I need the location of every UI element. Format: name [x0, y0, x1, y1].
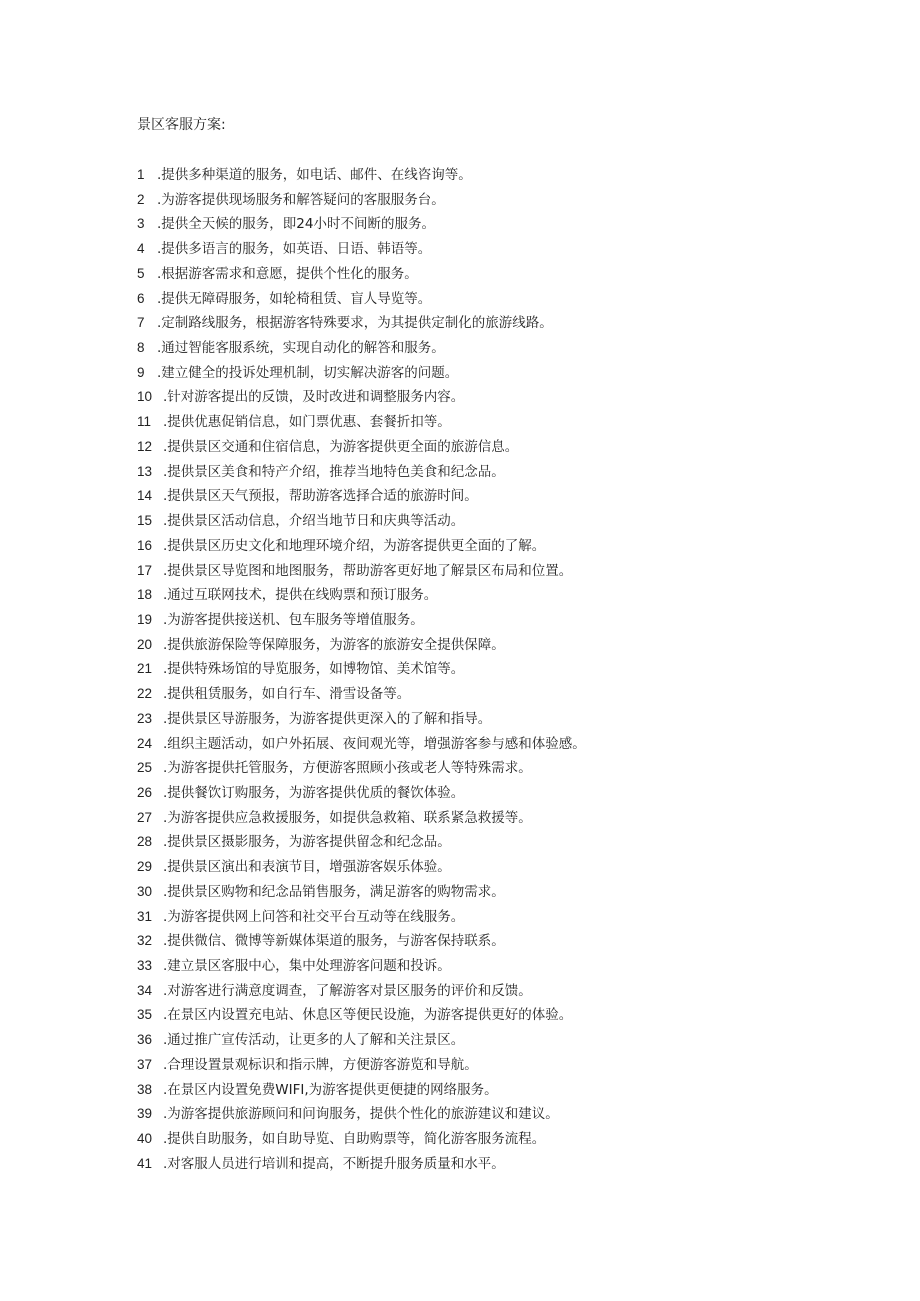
item-number: 41 [137, 1155, 153, 1171]
item-number: 23 [137, 710, 153, 726]
item-number: 34 [137, 982, 153, 998]
item-number: 16 [137, 537, 153, 553]
item-text: .对游客进行满意度调查，了解游客对景区服务的评价和反馈。 [163, 982, 532, 999]
item-text: .建立健全的投诉处理机制，切实解决游客的问题。 [157, 364, 459, 381]
item-number: 35 [137, 1007, 153, 1023]
item-number: 29 [137, 859, 153, 875]
item-text: .提供优惠促销信息，如门票优惠、套餐折扣等。 [163, 414, 451, 431]
item-text: .提供景区交通和住宿信息，为游客提供更全面的旅游信息。 [163, 438, 519, 455]
item-number: 20 [137, 636, 153, 652]
item-number: 33 [137, 958, 153, 973]
item-text: .提供自助服务，如自助导览、自助购票等，简化游客服务流程。 [163, 1131, 546, 1148]
item-text: .对客服人员进行培训和提高，不断提升服务质量和水平。 [163, 1155, 505, 1172]
item-text: .提供景区摄影服务，为游客提供留念和纪念品。 [163, 834, 451, 851]
item-number: 28 [137, 834, 153, 850]
item-text: .为游客提供旅游顾问和问询服务，提供个性化的旅游建议和建议。 [163, 1106, 559, 1123]
item-text: .提供景区购物和纪念品销售服务，满足游客的购物需求。 [163, 883, 505, 900]
item-number: 6 [137, 290, 145, 306]
item-text: .提供特殊场馆的导览服务，如博物馆、美术馆等。 [163, 661, 465, 678]
item-number: 26 [137, 784, 153, 800]
item-number: 24 [137, 735, 153, 751]
item-text: .根据游客需求和意愿，提供个性化的服务。 [157, 265, 418, 282]
item-number: 3 [137, 216, 145, 232]
item-number: 39 [137, 1106, 153, 1122]
item-number: 40 [137, 1131, 153, 1147]
item-text: .提供景区导游服务，为游客提供更深入的了解和指导。 [163, 710, 492, 727]
item-number: 31 [137, 908, 153, 924]
item-number: 5 [137, 265, 145, 281]
item-number: 2 [137, 191, 145, 207]
item-number: 22 [137, 686, 153, 702]
item-number: 36 [137, 1032, 153, 1048]
item-text: .提供景区美食和特产介绍，推荐当地特色美食和纪念品。 [163, 463, 505, 480]
item-text: .提供景区历史文化和地理环境介绍，为游客提供更全面的了解。 [163, 537, 546, 554]
item-text: .为游客提供网上问答和社交平台互动等在线服务。 [163, 908, 465, 925]
item-number: 17 [137, 562, 153, 578]
item-text: .定制路线服务，根据游客特殊要求，为其提供定制化的旅游线路。 [157, 315, 553, 332]
item-text: .为游客提供应急救援服务，如提供急救箱、联系紧急救援等。 [163, 809, 532, 826]
item-number: 9 [137, 364, 145, 380]
item-number: 10 [137, 389, 153, 405]
item-number: 11 [137, 414, 152, 430]
item-text: .提供多种渠道的服务，如电话、邮件、在线咨询等。 [157, 167, 472, 183]
item-text: .提供租赁服务，如自行车、滑雪设备等。 [163, 686, 411, 703]
item-text: .在景区内设置充电站、休息区等便民设施，为游客提供更好的体验。 [163, 1007, 573, 1024]
item-text: .提供景区演出和表演节目，增强游客娱乐体验。 [163, 859, 451, 876]
item-text: .合理设置景观标识和指示牌，方便游客游览和导航。 [163, 1056, 478, 1073]
item-number: 30 [137, 883, 153, 899]
item-text: .为游客提供现场服务和解答疑问的客服服务台。 [157, 191, 445, 208]
item-text: .为游客提供托管服务，方便游客照顾小孩或老人等特殊需求。 [163, 760, 532, 777]
item-text: .针对游客提出的反馈，及时改进和调整服务内容。 [163, 389, 465, 406]
item-number: 1 [137, 167, 145, 182]
item-number: 4 [137, 241, 145, 257]
item-text: .提供景区导览图和地图服务，帮助游客更好地了解景区布局和位置。 [163, 562, 573, 579]
item-number: 19 [137, 611, 153, 627]
item-number: 32 [137, 933, 153, 949]
item-text: .在景区内设置免费WIFI,为游客提供更便捷的网络服务。 [163, 1081, 498, 1098]
item-text: .通过智能客服系统，实现自动化的解答和服务。 [157, 340, 445, 357]
item-text: .组织主题活动，如户外拓展、夜间观光等，增强游客参与感和体验感。 [163, 735, 586, 752]
item-text: .提供微信、微博等新媒体渠道的服务，与游客保持联系。 [163, 933, 505, 950]
item-number: 14 [137, 488, 153, 504]
document-title: 景区客服方案: [137, 117, 226, 133]
item-number: 7 [137, 315, 145, 331]
item-text: .提供无障碍服务，如轮椅租赁、盲人导览等。 [157, 290, 432, 307]
item-number: 37 [137, 1056, 153, 1072]
item-text: .提供旅游保险等保障服务，为游客的旅游安全提供保障。 [163, 636, 505, 653]
item-text: .提供景区活动信息，介绍当地节日和庆典等活动。 [163, 513, 465, 530]
item-number: 15 [137, 513, 153, 529]
item-text: .提供餐饮订购服务，为游客提供优质的餐饮体验。 [163, 784, 465, 801]
item-text: .通过互联网技术，提供在线购票和预订服务。 [163, 587, 438, 604]
item-number: 12 [137, 438, 153, 454]
item-number: 13 [137, 463, 153, 479]
item-text: .提供多语言的服务，如英语、日语、韩语等。 [157, 241, 432, 258]
item-text: .提供全天候的服务，即24小时不间断的服务。 [157, 216, 435, 233]
item-text: .提供景区天气预报，帮助游客选择合适的旅游时间。 [163, 488, 478, 505]
item-number: 25 [137, 760, 153, 776]
item-number: 38 [137, 1081, 153, 1097]
item-number: 21 [137, 661, 153, 677]
item-number: 27 [137, 809, 153, 825]
item-text: .建立景区客服中心，集中处理游客问题和投诉。 [163, 958, 451, 974]
item-number: 18 [137, 587, 153, 603]
item-number: 8 [137, 340, 145, 356]
item-text: .通过推广宣传活动，让更多的人了解和关注景区。 [163, 1032, 465, 1049]
item-text: .为游客提供接送机、包车服务等增值服务。 [163, 611, 424, 628]
